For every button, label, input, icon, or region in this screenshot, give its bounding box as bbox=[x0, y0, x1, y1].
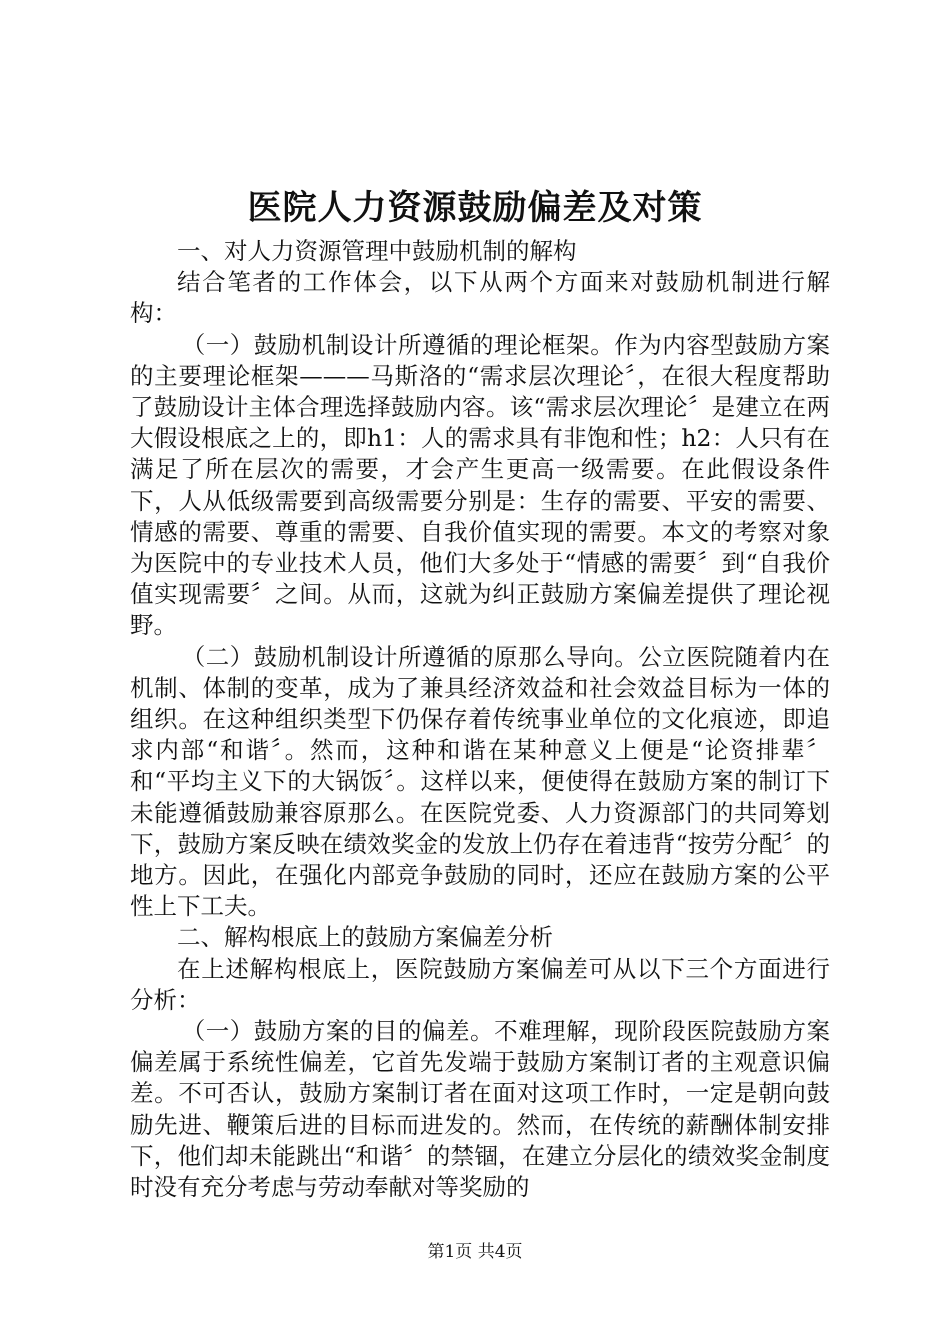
section-heading-2: 二、解构根底上的鼓励方案偏差分析 bbox=[177, 923, 553, 952]
document-title: 医院人力资源鼓励偏差及对策 bbox=[247, 188, 703, 228]
page-number-footer: 第1页 共4页 bbox=[427, 1242, 523, 1262]
paragraph-intro: 结合笔者的工作体会，以下从两个方面来对鼓励机制进行解构： bbox=[130, 268, 830, 328]
paragraph-principle-orientation: （二）鼓励机制设计所遵循的原那么导向。公立医院随着内在机制、体制的变革，成为了兼具经济效益和社会效益目标为一体的组织。在这种组织类型下仍保存着传统事业单位的文化痕迹，即追求内部“和谐〞。然而，这种和谐在某种意义上便是“论资排辈〞和“平均主义下的大锅饭〞。这样以来，便使得在鼓励方案的制订下未能遵循鼓励兼容原那么。在医院党委、人力资源部门的共同筹划下，鼓励方案反映在绩效奖金的发放上仍存在着违背“按劳分配〞的地方。因此，在强化内部竞争鼓励的同时，还应在鼓励方案的公平性上下工夫。 bbox=[130, 642, 830, 921]
document-body bbox=[130, 236, 830, 1203]
paragraph-purpose-deviation: （一）鼓励方案的目的偏差。不难理解，现阶段医院鼓励方案偏差属于系统性偏差，它首先发端于鼓励方案制订者的主观意识偏差。不可否认，鼓励方案制订者在面对这项工作时，一定是朝向鼓励先进、鞭策后进的目标而进发的。然而，在传统的薪酬体制安排下，他们却未能跳出“和谐〞的禁锢，在建立分层化的绩效奖金制度时没有充分考虑与劳动奉献对等奖励的 bbox=[130, 1017, 830, 1202]
paragraph-analysis-intro: 在上述解构根底上，医院鼓励方案偏差可从以下三个方面进行分析： bbox=[130, 954, 830, 1014]
section-heading-1: 一、对人力资源管理中鼓励机制的解构 bbox=[177, 237, 577, 265]
paragraph-theory-framework: （一）鼓励机制设计所遵循的理论框架。作为内容型鼓励方案的主要理论框架———马斯洛的“需求层次理论〞，在很大程度帮助了鼓励设计主体合理选择鼓励内容。该“需求层次理论〞是建立在两大假设根底之上的，即h1：人的需求具有非饱和性；h2：人只有在满足了所在层次的需要，才会产生更高一级需要。在此假设条件下，人从低级需要到高级需要分别是：生存的需要、平安的需要、情感的需要、尊重的需要、自我价值实现的需要。本文的考察对象为医院中的专业技术人员，他们大多处于“情感的需要〞到“自我价值实现需要〞之间。从而，这就为纠正鼓励方案偏差提供了理论视野。 bbox=[130, 330, 830, 640]
